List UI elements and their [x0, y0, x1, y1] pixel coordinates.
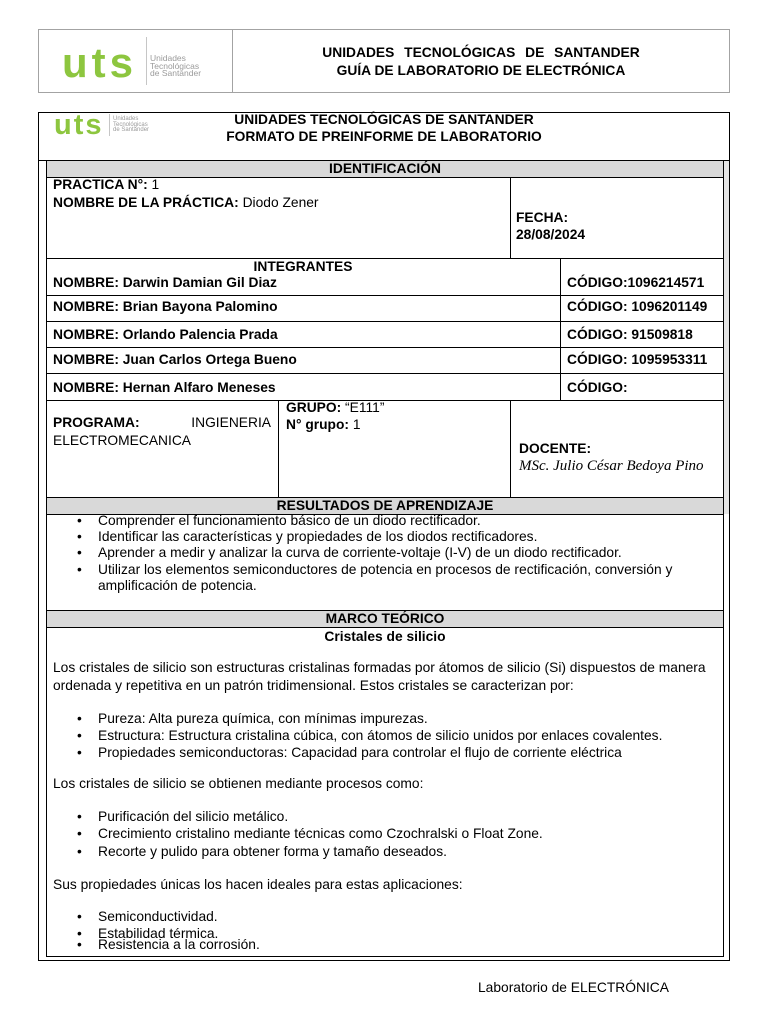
- logo-divider: [146, 37, 147, 85]
- list-item: • Resistencia a la corrosión.: [98, 936, 718, 953]
- field-value: 1: [151, 176, 160, 192]
- field-value: 1: [352, 416, 361, 432]
- section-heading: IDENTIFICACIÓN: [329, 161, 441, 176]
- field-label: GRUPO:: [286, 399, 342, 415]
- page-footer: Laboratorio de ELECTRÓNICA: [478, 979, 669, 995]
- list-item: • Pureza: Alta pureza química, con mínimas impurezas.: [98, 710, 718, 727]
- aplicaciones-list: [98, 908, 718, 953]
- docente-label: DOCENTE:: [519, 440, 592, 456]
- docente-name: MSc. Julio César Bedoya Pino: [519, 458, 704, 474]
- list-item: • Recorte y pulido para obtener forma y tamaño deseados.: [98, 843, 718, 861]
- member-name: NOMBRE: Brian Bayona Palomino: [53, 298, 278, 314]
- field-value: “E111”: [345, 399, 385, 415]
- member-name: NOMBRE: Orlando Palencia Prada: [53, 326, 278, 342]
- section-heading: RESULTADOS DE APRENDIZAJE: [276, 498, 494, 513]
- fecha-label: FECHA:: [516, 209, 569, 225]
- form-title: UNIDADES TECNOLÓGICAS DE SANTANDER: [234, 111, 534, 127]
- list-item: • Semiconductividad.: [98, 908, 718, 925]
- list-item: • Utilizar los elementos semiconductores de potencia en procesos de rectificación, conversión y amplificación de potencia.: [98, 562, 718, 595]
- marco-intro-paragraph: Los cristales de silicio son estructuras cristalinas formadas por átomos de silicio (Si) dispuestos de manera ordenada y repetitiva en un patrón tridimensional. Estos cristales se caracterizan por:: [53, 660, 706, 693]
- logo-subtitle-line: Unidades: [113, 116, 139, 122]
- table-edge-shading: [724, 161, 729, 514]
- list-item: • Aprender a medir y analizar la curva de corriente-voltaje (I-V) de un diodo rectificador.: [98, 545, 718, 561]
- list-item: • Purificación del silicio metálico.: [98, 808, 718, 826]
- cell-divider: [510, 177, 511, 258]
- integrantes-heading: INTEGRANTES: [253, 258, 353, 274]
- logo-subtitle-line: Unidades: [150, 53, 186, 63]
- programa-field: [53, 414, 271, 450]
- page-header-subtitle: GUÍA DE LABORATORIO DE ELECTRÓNICA: [336, 62, 626, 78]
- list-item: • Identificar las características y propiedades de los diodos rectificadores.: [98, 529, 718, 545]
- page-header-title: UNIDADES TECNOLÓGICAS DE SANTANDER: [322, 44, 640, 60]
- procesos-intro: Los cristales de silicio se obtienen mediante procesos como:: [53, 775, 424, 791]
- field-label: N° grupo:: [286, 416, 349, 432]
- list-item: • Comprender el funcionamiento básico de un diodo rectificador.: [98, 513, 718, 529]
- logo-subtitle-line: Tecnológicas: [150, 60, 200, 71]
- member-code: CÓDIGO: 1095953311: [567, 351, 708, 367]
- logo-subtitle-line: Tecnológicas: [113, 121, 148, 128]
- field-label: PROGRAMA:: [53, 415, 140, 430]
- uts-logo-mark: uts: [62, 39, 137, 86]
- cell-divider: [278, 400, 279, 497]
- practica-number: [53, 176, 159, 193]
- section-heading: MARCO TEÓRICO: [325, 611, 445, 626]
- numero-grupo-field: [286, 416, 361, 433]
- aplicaciones-intro: Sus propiedades únicas los hacen ideales para estas aplicaciones:: [53, 876, 463, 892]
- field-value: INGIENERIA ELECTROMECANICA: [53, 415, 271, 448]
- form-subtitle: FORMATO DE PREINFORME DE LABORATORIO: [226, 128, 542, 144]
- fecha-value: 28/08/2024: [516, 226, 586, 242]
- list-item: • Propiedades semiconductoras: Capacidad para controlar el flujo de corriente eléctrica: [98, 744, 718, 761]
- field-label: NOMBRE DE LA PRÁCTICA:: [53, 194, 239, 210]
- logo-subtitle-line: de Santander: [150, 68, 202, 78]
- member-name: NOMBRE: Hernan Alfaro Meneses: [53, 379, 276, 395]
- caracteristicas-list: [98, 710, 718, 761]
- procesos-list: [98, 808, 718, 861]
- field-label: PRACTICA N°:: [53, 176, 148, 192]
- member-code: CÓDIGO:: [567, 379, 628, 395]
- cell-divider: [560, 258, 561, 400]
- marco-subheading: Cristales de silicio: [324, 628, 446, 644]
- resultados-list: [98, 513, 718, 594]
- section-resultados: [46, 497, 724, 514]
- member-code: CÓDIGO:1096214571: [567, 274, 705, 290]
- logo-subtitle-line: de Santander: [113, 127, 150, 133]
- grupo-field: [286, 399, 384, 416]
- list-item: • Crecimiento cristalino mediante técnicas como Czochralski o Float Zone.: [98, 825, 718, 843]
- practica-name: [53, 194, 319, 211]
- uts-logo-mark-small: uts: [54, 109, 104, 141]
- list-item: • Estructura: Estructura cristalina cúbica, con átomos de silicio unidos por enlaces covalentes.: [98, 727, 718, 744]
- member-code: CÓDIGO: 91509818: [567, 326, 693, 342]
- uts-logo-subtitle: [150, 55, 201, 78]
- section-marco-teorico: [46, 610, 724, 627]
- member-code: CÓDIGO: 1096201149: [567, 298, 708, 314]
- cell-divider: [510, 400, 511, 497]
- member-name: NOMBRE: Darwin Damian Gil Diaz: [53, 274, 277, 290]
- list-item: • Estabilidad térmica.: [98, 925, 718, 942]
- field-value: Diodo Zener: [242, 194, 319, 210]
- section-identificacion: [46, 160, 724, 177]
- member-name: NOMBRE: Juan Carlos Ortega Bueno: [53, 351, 297, 367]
